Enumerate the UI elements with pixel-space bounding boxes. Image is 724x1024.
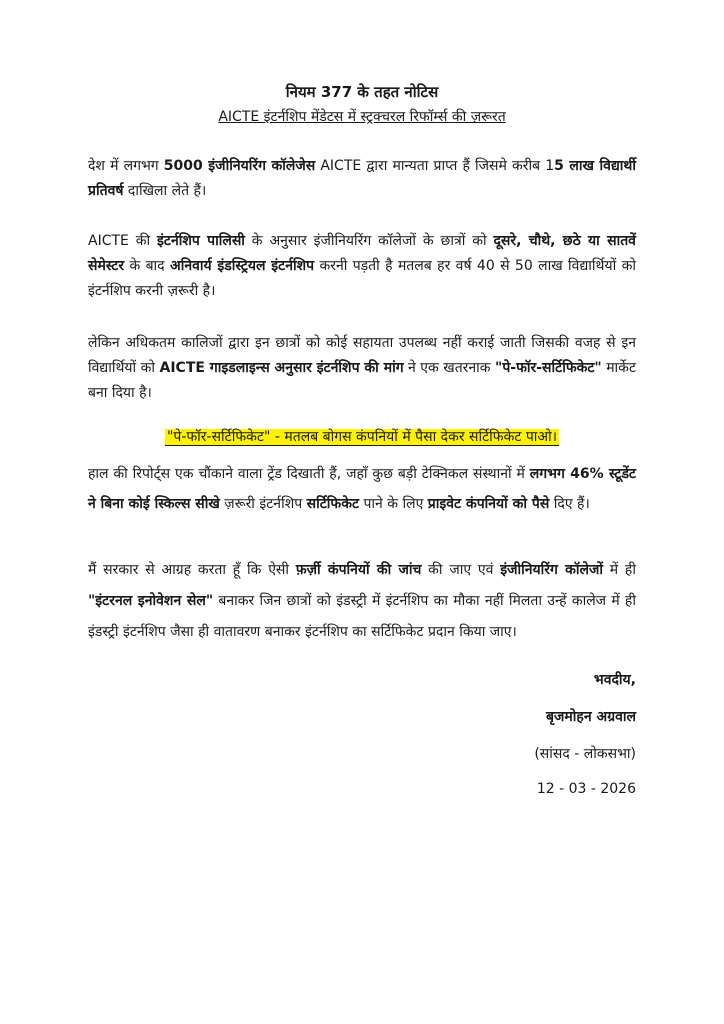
- notice-subtitle: AICTE इंटर्नशिप मेंडेटस में स्ट्रक्चरल रिफॉर्म्स की ज़रूरत: [218, 109, 506, 125]
- p5-bold-2: इंजीनियरिंग कॉलेजों: [500, 562, 603, 578]
- paragraph-1: [88, 154, 636, 204]
- highlight-text: "पे-फॉर-सर्टिफिकेट" - मतलब बोगस कंपनियों में पैसा देकर सर्टिफिकेट पाओ।: [166, 429, 558, 445]
- signatory-designation: (सांसद - लोकसभा): [534, 746, 636, 762]
- signoff-block: [88, 670, 636, 797]
- p2-text-2: के अनुसार इंजीनियरिंग कॉलेजों के छात्रों को: [244, 233, 494, 249]
- p5-text-2: की जाए एवं: [421, 562, 501, 578]
- p2-text-4: करनी पड़ती है मतलब हर वर्ष 40 से 50 लाख विद्यार्थियों को इंटर्नशिप करनी ज़रूरी है।: [88, 258, 636, 299]
- p4-text-2: ज़रूरी इंटर्नशिप: [219, 496, 307, 512]
- p2-text-1: AICTE की: [88, 233, 158, 249]
- p2-bold-2: दूसरे, चौथे, छठे या सातवें सेमेस्टर: [88, 233, 636, 274]
- p4-text-1: हाल की रिपोर्ट्स एक चौंकाने वाला ट्रेंड दिखाती हैं, जहाँ कुछ बड़ी टेक्निकल संस्थानों में: [88, 466, 530, 482]
- paragraph-2: [88, 229, 636, 304]
- notice-title: नियम 377 के तहत नोटिस: [285, 83, 439, 101]
- notice-heading: [88, 82, 636, 126]
- notice-date: 12 - 03 - 2026: [536, 781, 636, 797]
- p2-bold-3: अनिवार्य इंडस्ट्रियल इंटर्नशिप: [170, 258, 315, 274]
- p1-bold-2: 5 लाख विद्यार्थी प्रतिवर्ष: [88, 158, 636, 199]
- p3-bold-1: AICTE गाइडलाइन्स अनुसार इंटर्नशिप की मांग: [159, 360, 404, 376]
- p1-bold-1: 5000 इंजीनियरिंग कॉलेजेस: [163, 158, 316, 174]
- p3-text-3: मार्केट बना दिया है।: [88, 360, 636, 401]
- p1-text-3: दाखिला लेते हैं।: [123, 183, 207, 199]
- p3-text-2: ने एक खतरनाक: [403, 360, 496, 376]
- paragraph-5: [88, 555, 636, 648]
- p4-text-3: पाने के लिए: [359, 496, 428, 512]
- p1-text-1: देश में लगभग: [88, 158, 164, 174]
- p4-text-4: दिए हैं।: [549, 496, 590, 512]
- p3-text-1: लेकिन अधिकतम कालिजों द्वारा इन छात्रों को कोई सहायता उपलब्ध नहीं कराई जाती जिसकी वजह से इन विद्यार्थियों को: [88, 335, 636, 376]
- p5-bold-3: "इंटरनल इनोवेशन सेल": [88, 593, 214, 609]
- p5-text-4: बनाकर जिन छात्रों को इंडस्ट्री में इंटर्नशिप का मौका नहीं मिलता उन्हें कालेज में ही इंडस्ट्री इंटर्नशिप जैसा ही वातावरण बनाकर इंटर्नशिप का सर्टिफिकेट प्रदान किया जाए।: [88, 593, 636, 640]
- paragraph-3: [88, 331, 636, 406]
- signatory-name: बृजमोहन अग्रवाल: [546, 709, 636, 725]
- p2-bold-1: इंटर्नशिप पालिसी: [157, 233, 245, 249]
- highlight-line: [88, 426, 636, 447]
- p5-text-3: में ही: [602, 562, 636, 578]
- p1-text-2: AICTE द्वारा मान्यता प्राप्त हैं जिसमे करीब 1: [315, 158, 555, 174]
- closing-text: भवदीय,: [593, 672, 636, 688]
- p4-bold-1: लगभग 46% स्टूडेंट ने बिना कोई स्किल्स सीखे: [88, 466, 636, 512]
- p5-text-1: मैं सरकार से आग्रह करता हूँ कि ऐसी: [88, 562, 296, 578]
- p4-bold-3: प्राइवेट कंपनियों को पैसे: [427, 496, 550, 512]
- paragraph-4: [88, 459, 636, 519]
- p5-bold-1: फ़र्ज़ी कंपनियों की जांच: [295, 562, 422, 578]
- p4-bold-2: सर्टिफिकेट: [306, 496, 360, 512]
- p2-text-3: के बाद: [124, 258, 170, 274]
- p3-bold-2: "पे-फॉर-सर्टिफिकेट": [495, 360, 602, 376]
